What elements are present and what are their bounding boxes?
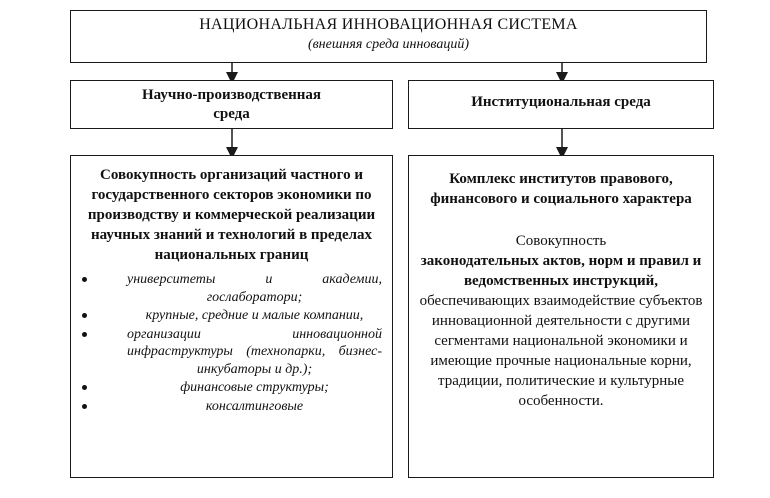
system-title: НАЦИОНАЛЬНАЯ ИННОВАЦИОННАЯ СИСТЕМА <box>199 16 578 33</box>
institutional-header: Институциональная среда <box>471 94 651 110</box>
paragraph-rest: обеспечивающих взаимодействие субъектов инновационной деятельности с другими сегментами национальной экономики и имеющие прочные национальные корни, традиции, политические и культурные особенности. <box>419 293 703 409</box>
list-item: организации инновационной инфраструктуры (технопарки, бизнес-инкубаторы и др.); <box>81 326 382 379</box>
institutional-description-title: Комплекс институтов правового, финансового и социального характера <box>430 171 692 207</box>
bullet-icon <box>82 332 87 337</box>
paragraph-lead: Совокупность <box>515 233 607 249</box>
bullet-icon <box>82 313 87 318</box>
institutional-description-box <box>408 155 714 478</box>
system-subtitle: (внешняя среда инноваций) <box>307 37 470 52</box>
bullet-icon <box>82 404 87 409</box>
list-item: университеты и академии, гослаборатори; <box>81 271 382 306</box>
list-item: крупные, средние и малые компании, <box>81 307 382 325</box>
list-item: консалтинговые <box>81 398 382 416</box>
bullet-icon <box>82 385 87 390</box>
scientific-header-line1: Научно-производственная <box>142 87 321 103</box>
scientific-description-title: Совокупность организаций частного и государственного секторов экономики по производству и коммерческой реализации научных знаний и технологий в пределах национальных границ <box>87 167 376 263</box>
institutional-env-box <box>408 80 714 129</box>
scientific-header-line2: среда <box>213 106 250 122</box>
organization-list <box>81 271 382 415</box>
list-item: финансовые структуры; <box>81 379 382 397</box>
scientific-description-box <box>70 155 393 478</box>
institutional-description-paragraph <box>417 231 705 411</box>
paragraph-bold: законодательных актов, норм и правил и ведомственных инструкций, <box>420 253 702 289</box>
national-innovation-system-box <box>70 10 707 63</box>
scientific-production-env-box <box>70 80 393 129</box>
bullet-icon <box>82 277 87 282</box>
